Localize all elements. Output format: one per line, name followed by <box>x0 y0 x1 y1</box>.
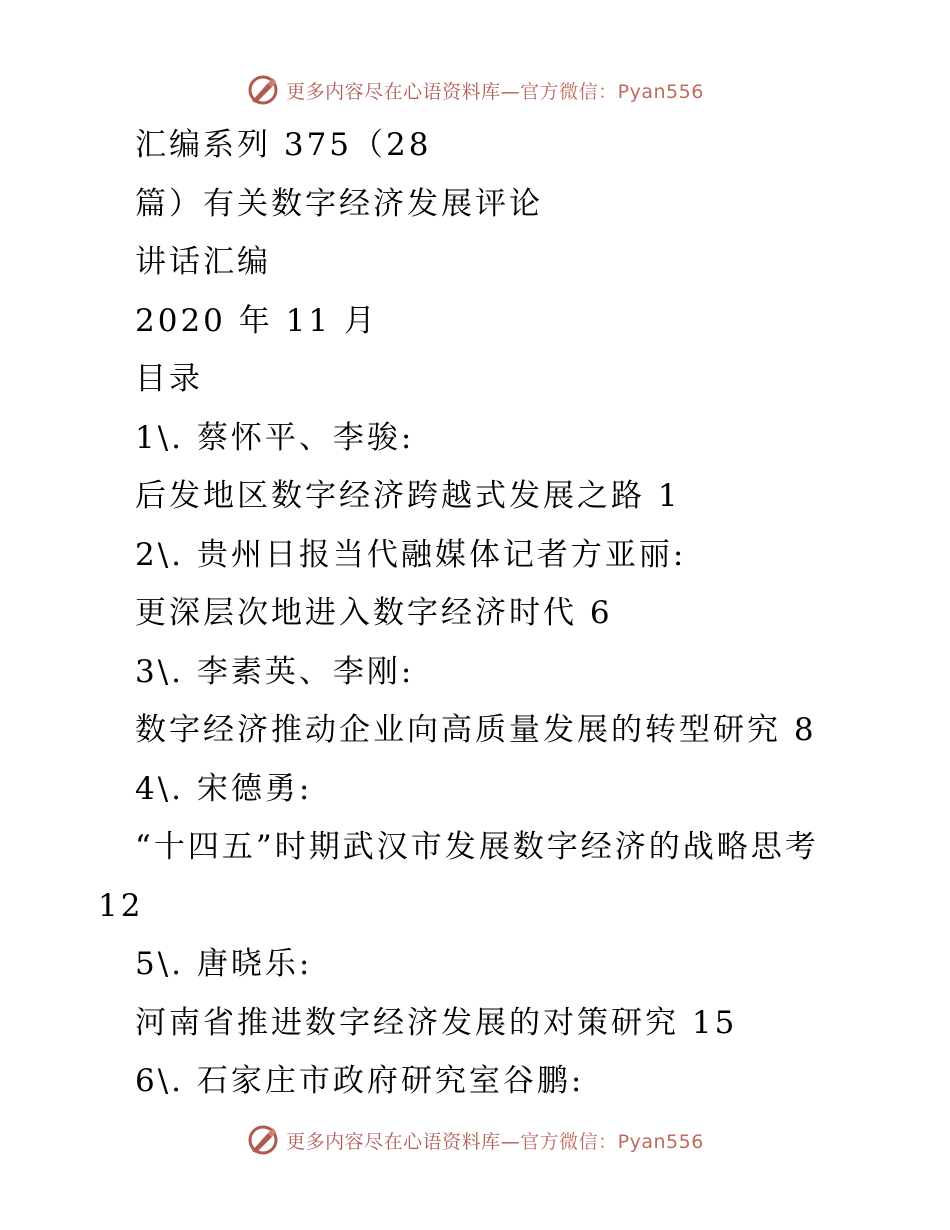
toc-entry: 5\. 唐晓乐: <box>135 946 313 982</box>
toc-entry: 后发地区数字经济跨越式发展之路 1 <box>135 478 681 514</box>
toc-entry: 2\. 贵州日报当代融媒体记者方亚丽: <box>135 537 687 573</box>
toc-entry: 6\. 石家庄市政府研究室谷鹏: <box>135 1063 585 1099</box>
toc-entry: “十四五”时期武汉市发展数字经济的战略思考 <box>135 829 819 865</box>
toc-entry: 1\. 蔡怀平、李骏: <box>135 420 415 456</box>
toc-entry: 更深层次地进入数字经济时代 6 <box>135 595 613 631</box>
toc-entry: 3\. 李素英、李刚: <box>135 654 415 690</box>
pen-circle-logo-icon <box>246 1123 280 1157</box>
toc-entry: 河南省推进数字经济发展的对策研究 15 <box>135 1005 738 1041</box>
title-line-3: 讲话汇编 <box>135 244 271 280</box>
toc-heading: 目录 <box>135 361 203 397</box>
toc-entry: 数字经济推动企业向高质量发展的转型研究 8 <box>135 712 817 748</box>
toc-entry: 12 <box>98 888 144 924</box>
toc-entry: 4\. 宋德勇: <box>135 771 313 807</box>
title-line-2: 篇）有关数字经济发展评论 <box>135 186 543 222</box>
footer-watermark <box>0 1120 950 1160</box>
title-line-1: 汇编系列 375（28 <box>135 127 432 163</box>
document-date: 2020 年 11 月 <box>135 303 378 339</box>
watermark-text: 更多内容尽在心语资料库—官方微信：Pyan556 <box>286 1130 704 1153</box>
watermark-text: 更多内容尽在心语资料库—官方微信：Pyan556 <box>286 80 704 103</box>
